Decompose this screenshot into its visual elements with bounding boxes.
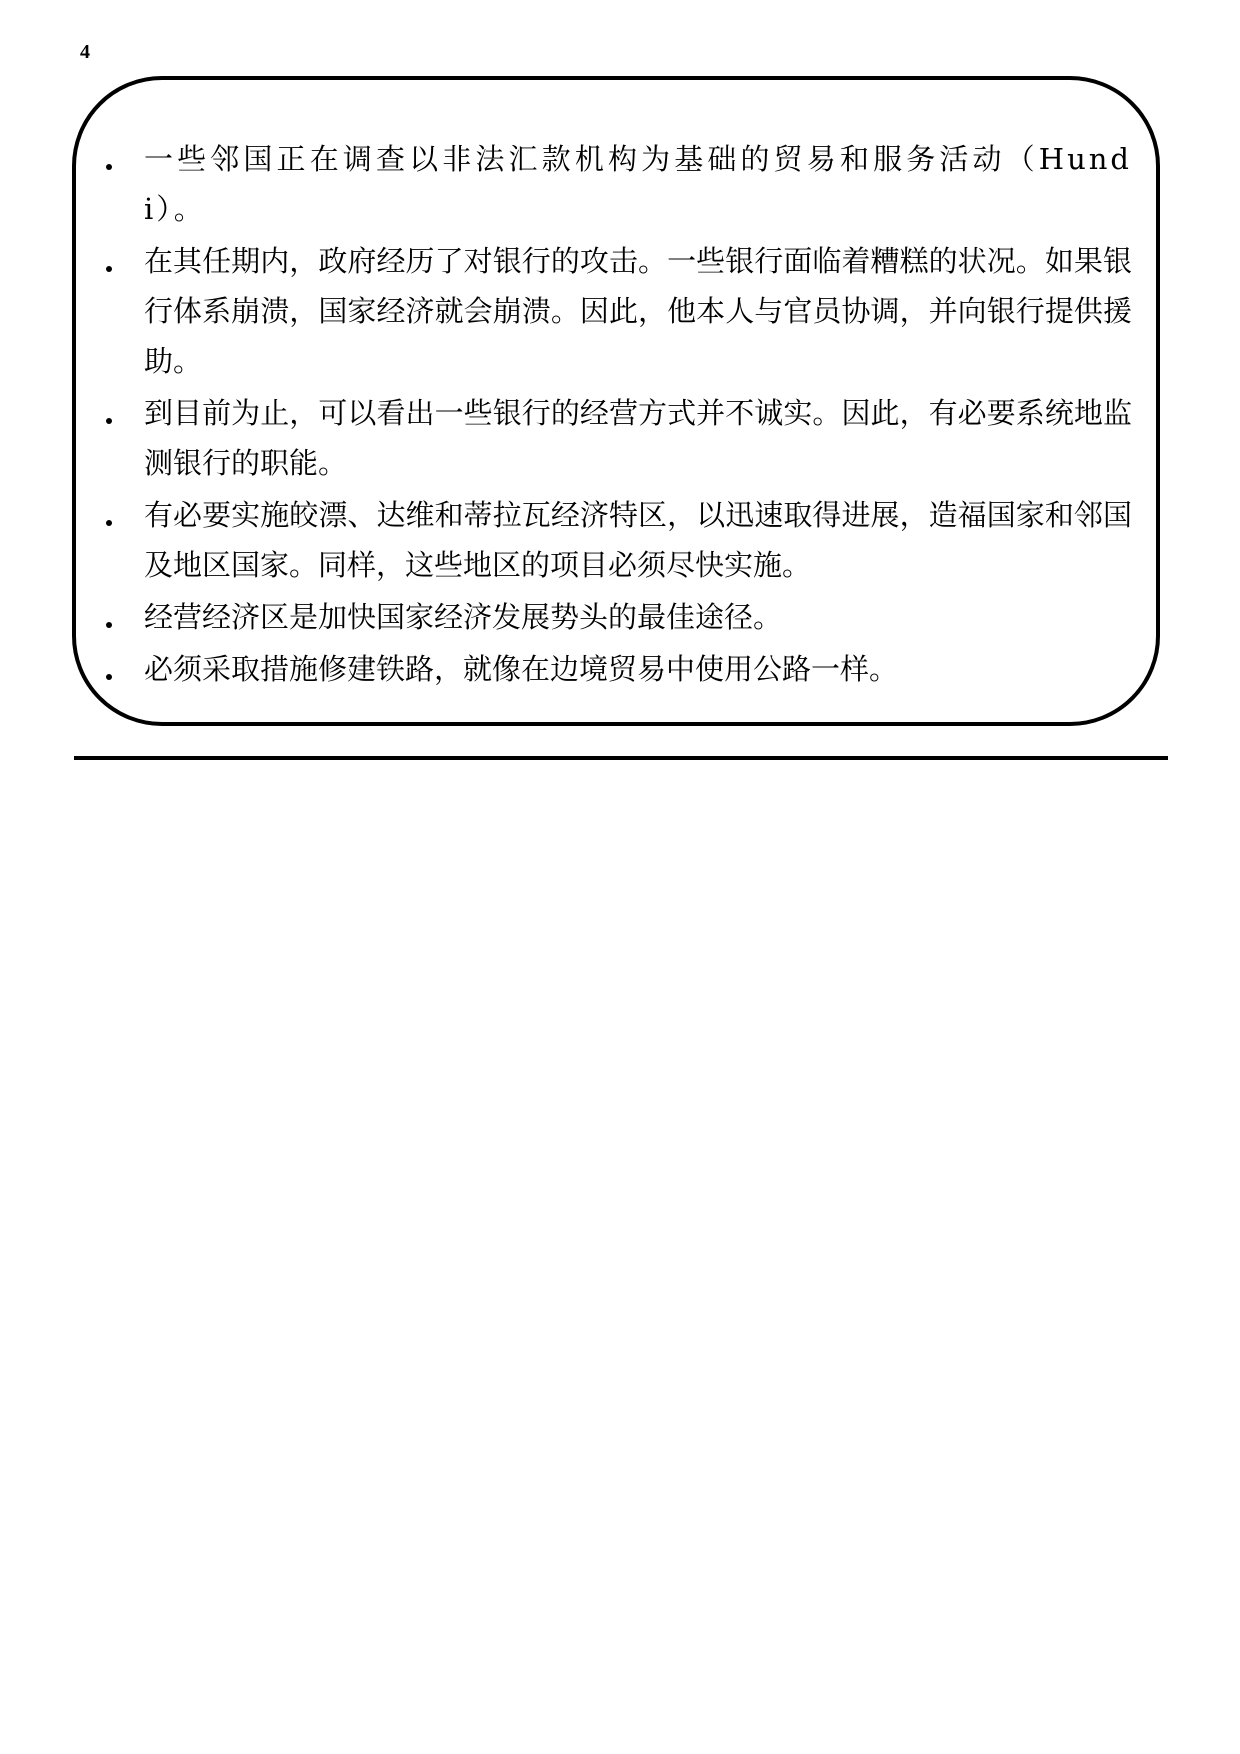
list-item bbox=[100, 644, 1132, 694]
list-item bbox=[100, 490, 1132, 590]
bullet-icon bbox=[106, 164, 112, 170]
bullet-text: 到目前为止，可以看出一些银行的经营方式并不诚实。因此，有必要系统地监测银行的职能。 bbox=[144, 396, 1132, 480]
horizontal-rule bbox=[74, 756, 1168, 760]
bullet-icon bbox=[106, 674, 112, 680]
bullet-text: 一些邻国正在调查以非法汇款机构为基础的贸易和服务活动（Hundi）。 bbox=[144, 142, 1132, 226]
bullet-text: 在其任期内，政府经历了对银行的攻击。一些银行面临着糟糕的状况。如果银行体系崩溃，国家经济就会崩溃。因此，他本人与官员协调，并向银行提供援助。 bbox=[144, 244, 1132, 378]
bullet-text: 经营经济区是加快国家经济发展势头的最佳途径。 bbox=[144, 600, 783, 634]
list-item bbox=[100, 134, 1132, 234]
page-number: 4 bbox=[80, 41, 90, 63]
bullet-text: 必须采取措施修建铁路，就像在边境贸易中使用公路一样。 bbox=[144, 652, 899, 686]
bullet-icon bbox=[106, 266, 112, 272]
list-item bbox=[100, 236, 1132, 386]
bullet-list bbox=[100, 134, 1132, 696]
list-item bbox=[100, 592, 1132, 642]
list-item bbox=[100, 388, 1132, 488]
bullet-text: 有必要实施皎漂、达维和蒂拉瓦经济特区，以迅速取得进展，造福国家和邻国及地区国家。同样，这些地区的项目必须尽快实施。 bbox=[144, 498, 1132, 582]
bullet-icon bbox=[106, 622, 112, 628]
bullet-icon bbox=[106, 520, 112, 526]
bullet-icon bbox=[106, 418, 112, 424]
